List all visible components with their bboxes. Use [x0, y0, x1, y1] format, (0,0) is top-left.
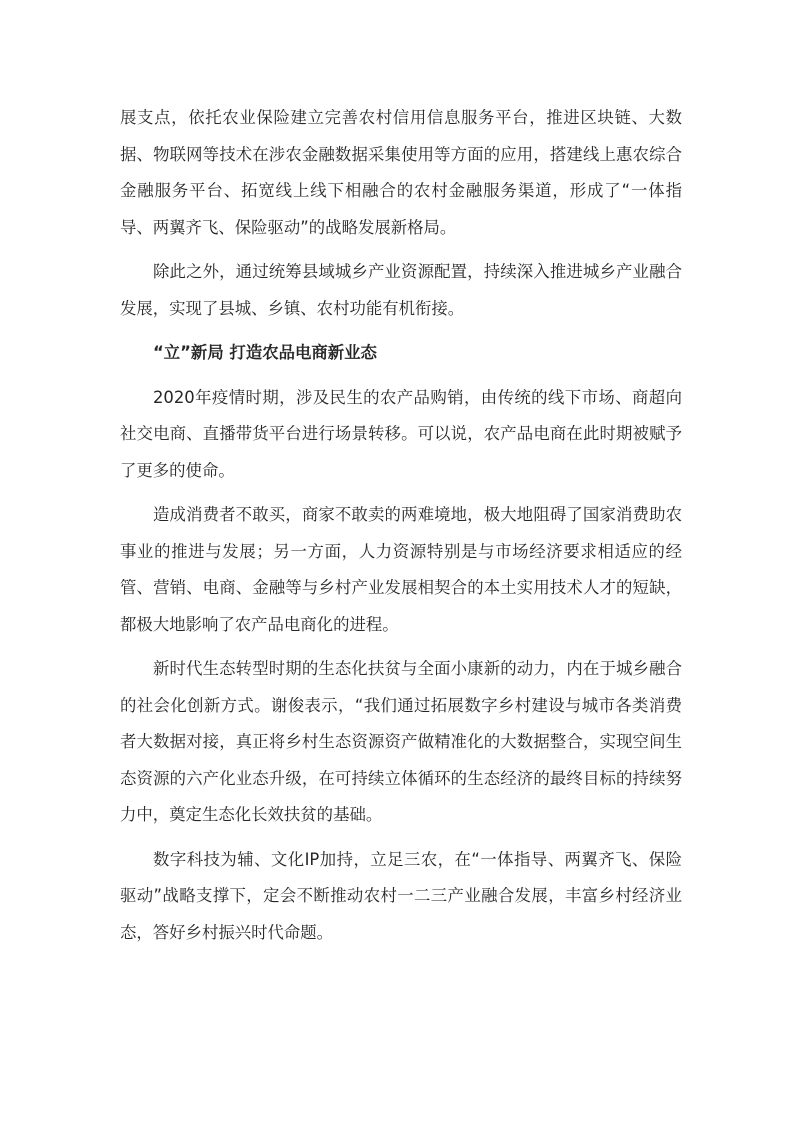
paragraph: 2020年疫情时期，涉及民生的农产品购销，由传统的线下市场、商超向社交电商、直播带货平台进行场景转移。可以说，农产品电商在此时期被赋予了更多的使命。 [120, 387, 682, 480]
document-page [120, 100, 682, 959]
section-heading: “立”新局 打造农品电商新业态 [153, 343, 377, 362]
paragraph: 造成消费者不敢买，商家不敢卖的两难境地，极大地阻碍了国家消费助农事业的推进与发展；另一方面，人力资源特别是与市场经济要求相适应的经管、营销、电商、金融等与乡村产业发展相契合的本土实用技术人才的短缺，都极大地影响了农产品电商化的进程。 [120, 505, 682, 634]
paragraph: 数字科技为辅、文化IP加持，立足三农，在“一体指导、两翼齐飞、保险驱动”战略支撑下，定会不断推动农村一二三产业融合发展，丰富乡村经济业态，答好乡村振兴时代命题。 [120, 849, 682, 942]
paragraph: 除此之外，通过统筹县域城乡产业资源配置，持续深入推进城乡产业融合发展，实现了县城、乡镇、农村功能有机衔接。 [120, 262, 682, 318]
paragraph: 新时代生态转型时期的生态化扶贫与全面小康新的动力，内在于城乡融合的社会化创新方式。谢俊表示，“我们通过拓展数字乡村建设与城市各类消费者大数据对接，真正将乡村生态资源资产做精准化的大数据整合，实现空间生态资源的六产化业态升级，在可持续立体循环的生态经济的最终目标的持续努力中，奠定生态化长效扶贫的基础。 [120, 659, 682, 824]
paragraph-continued: 展支点，依托农业保险建立完善农村信用信息服务平台，推进区块链、大数据、物联网等技术在涉农金融数据采集使用等方面的应用，搭建线上惠农综合金融服务平台、拓宽线上线下相融合的农村金融服务渠道，形成了“一体指导、两翼齐飞、保险驱动”的战略发展新格局。 [120, 108, 682, 237]
